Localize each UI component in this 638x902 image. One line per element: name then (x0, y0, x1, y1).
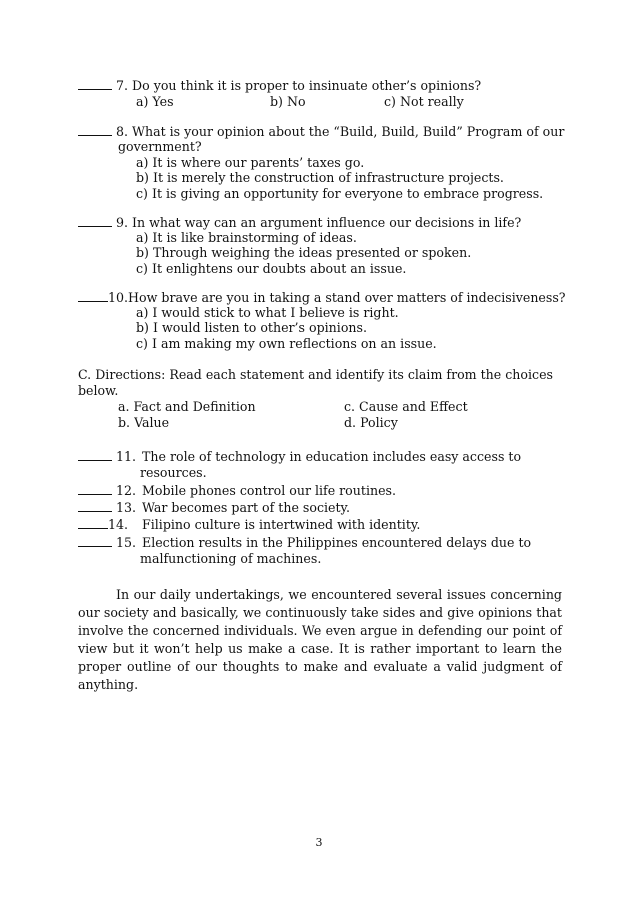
claim-options-row-1 (118, 399, 468, 415)
choice: a) I would stick to what I believe is right. (136, 305, 399, 320)
statement-number: 15. (116, 535, 137, 550)
question-8 (78, 124, 564, 140)
section-c-directions: C. Directions: Read each statement and identify its claim from the choices (78, 367, 553, 382)
answer-blank[interactable] (78, 449, 112, 461)
section-c-directions-continued: below. (78, 383, 119, 398)
choice: a) It is like brainstorming of ideas. (136, 230, 357, 245)
choice: c) It is giving an opportunity for everyone to embrace progress. (136, 186, 544, 201)
statement-11 (78, 449, 521, 465)
statement-text-continued: resources. (140, 465, 207, 480)
answer-blank[interactable] (78, 483, 112, 495)
choice: b) No (270, 94, 306, 109)
statement-15 (78, 535, 531, 551)
choice: c) It enlightens our doubts about an issue. (136, 261, 407, 276)
statement-text: Filipino culture is intertwined with identity. (142, 517, 421, 532)
question-7-choices (136, 94, 464, 110)
statement-number: 14. (108, 517, 129, 532)
answer-blank[interactable] (78, 124, 112, 136)
statement-text: Mobile phones control our life routines. (142, 483, 396, 498)
claim-option: c. Cause and Effect (344, 399, 468, 414)
closing-paragraph: In our daily undertakings, we encountered several issues concerning our society and basically, we continuously take sides and give opinions that involve the concerned individuals. We even argue in defending our point of view but it won’t help us make a case. It is rather important to learn the proper outline of our thoughts to make and evaluate a valid judgment of anything. (78, 587, 562, 692)
answer-blank[interactable] (78, 78, 112, 90)
statement-number: 12. (116, 483, 137, 498)
choice: a) Yes (136, 94, 174, 109)
question-10 (78, 290, 566, 306)
statement-number: 13. (116, 500, 137, 515)
question-stem: 8. What is your opinion about the “Build, Build, Build” Program of our (116, 124, 565, 139)
answer-blank[interactable] (78, 500, 112, 512)
answer-blank[interactable] (78, 215, 112, 227)
statement-text: War becomes part of the society. (142, 500, 351, 515)
question-stem: 7. Do you think it is proper to insinuate other’s opinions? (116, 78, 482, 93)
question-7 (78, 78, 481, 94)
claim-option: d. Policy (344, 415, 398, 430)
choice: b) Through weighing the ideas presented or spoken. (136, 245, 472, 260)
claim-option: a. Fact and Definition (118, 399, 256, 414)
question-9 (78, 215, 521, 231)
statement-13 (78, 500, 350, 516)
choice: c) I am making my own reflections on an issue. (136, 336, 437, 351)
statement-text-continued: malfunctioning of machines. (140, 551, 322, 566)
choice: a) It is where our parents’ taxes go. (136, 155, 365, 170)
statement-number: 11. (116, 449, 137, 464)
page-number: 3 (315, 836, 323, 849)
answer-blank[interactable] (78, 290, 108, 302)
statement-text: The role of technology in education includes easy access to (142, 449, 522, 464)
claim-options-row-2 (118, 415, 398, 431)
statement-14 (78, 517, 420, 533)
question-stem-continued: government? (118, 139, 202, 154)
choice: b) I would listen to other’s opinions. (136, 320, 367, 335)
question-stem: 9. In what way can an argument influence our decisions in life? (116, 215, 522, 230)
choice: b) It is merely the construction of infrastructure projects. (136, 170, 504, 185)
answer-blank[interactable] (78, 517, 108, 529)
claim-option: b. Value (118, 415, 170, 430)
statement-12 (78, 483, 396, 499)
choice: c) Not really (384, 94, 464, 109)
statement-text: Election results in the Philippines encountered delays due to (142, 535, 532, 550)
answer-blank[interactable] (78, 535, 112, 547)
question-stem: 10.How brave are you in taking a stand over matters of indecisiveness? (108, 290, 566, 305)
